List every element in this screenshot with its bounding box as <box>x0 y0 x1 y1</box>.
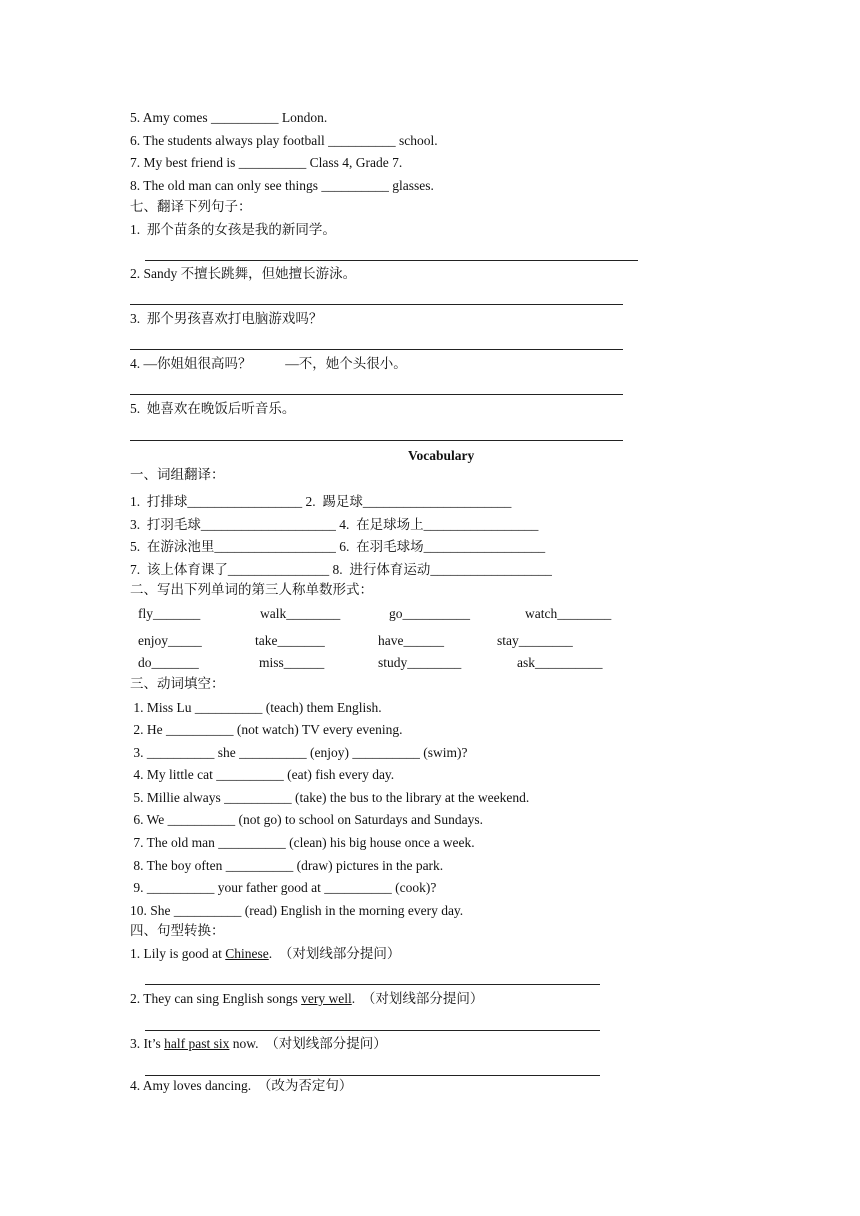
answer-line[interactable] <box>145 1075 600 1076</box>
answer-line[interactable] <box>130 394 623 395</box>
underlined-phrase: very well <box>301 991 352 1006</box>
answer-line[interactable] <box>130 440 623 441</box>
word-blank: take_______ <box>255 633 325 648</box>
transform-item: 2. They can sing English songs very well. （对划线部分提问） <box>130 991 484 1006</box>
translation-item: 1. 那个苗条的女孩是我的新同学。 <box>130 222 336 237</box>
section-heading: 一、词组翻译： <box>130 467 225 482</box>
exercise-line: 5. Amy comes __________ London. <box>130 110 328 125</box>
verb-item: 1. Miss Lu __________ (teach) them English. <box>130 700 382 715</box>
verb-item: 9. __________ your father good at __________ (cook)? <box>130 880 437 895</box>
word-blank: study________ <box>378 655 462 670</box>
vocabulary-title: Vocabulary <box>408 448 475 463</box>
answer-line[interactable] <box>130 349 623 350</box>
word-blank: do_______ <box>138 655 199 670</box>
translation-item: 3. 那个男孩喜欢打电脑游戏吗？ <box>130 311 323 326</box>
verb-item: 4. My little cat __________ (eat) fish every day. <box>130 767 395 782</box>
phrase-row: 1. 打排球_________________ 2. 踢足球______________________ <box>130 494 512 509</box>
word-blank: ask__________ <box>517 655 603 670</box>
word-blank: miss______ <box>259 655 325 670</box>
exercise-line: 8. The old man can only see things __________ glasses. <box>130 178 434 193</box>
section-heading: 七、翻译下列句子： <box>130 199 252 214</box>
word-blank: stay________ <box>497 633 573 648</box>
answer-line[interactable] <box>145 260 638 261</box>
answer-line[interactable] <box>130 304 623 305</box>
word-blank: fly_______ <box>138 606 201 621</box>
word-blank: enjoy_____ <box>138 633 202 648</box>
answer-line[interactable] <box>145 1030 600 1031</box>
verb-item: 8. The boy often __________ (draw) pictures in the park. <box>130 858 444 873</box>
section-heading: 二、写出下列单词的第三人称单数形式： <box>130 582 373 597</box>
underlined-phrase: half past six <box>164 1036 230 1051</box>
translation-item: 2. Sandy 不擅长跳舞，但她擅长游泳。 <box>130 266 357 281</box>
transform-item: 3. It’s half past six now. （对划线部分提问） <box>130 1036 387 1051</box>
word-blank: walk________ <box>260 606 341 621</box>
word-blank: have______ <box>378 633 444 648</box>
exercise-line: 7. My best friend is __________ Class 4, Grade 7. <box>130 155 403 170</box>
transform-item: 4. Amy loves dancing. （改为否定句） <box>130 1078 353 1093</box>
verb-item: 2. He __________ (not watch) TV every evening. <box>130 722 403 737</box>
section-heading: 四、句型转换： <box>130 923 225 938</box>
phrase-row: 5. 在游泳池里__________________ 6. 在羽毛球场__________________ <box>130 539 546 554</box>
answer-line[interactable] <box>145 984 600 985</box>
verb-item: 5. Millie always __________ (take) the bus to the library at the weekend. <box>130 790 530 805</box>
verb-item: 3. __________ she __________ (enjoy) __________ (swim)? <box>130 745 468 760</box>
underlined-phrase: Chinese <box>225 946 269 961</box>
word-blank: watch________ <box>525 606 612 621</box>
verb-item: 10. She __________ (read) English in the morning every day. <box>130 903 464 918</box>
translation-item: 5. 她喜欢在晚饭后听音乐。 <box>130 401 296 416</box>
translation-item: 4. —你姐姐很高吗？ —不，她个头很小。 <box>130 356 407 371</box>
verb-item: 6. We __________ (not go) to school on Saturdays and Sundays. <box>130 812 484 827</box>
exercise-line: 6. The students always play football __________ school. <box>130 133 438 148</box>
transform-item: 1. Lily is good at Chinese. （对划线部分提问） <box>130 946 401 961</box>
phrase-row: 7. 该上体育课了_______________ 8. 进行体育运动__________________ <box>130 562 552 577</box>
phrase-row: 3. 打羽毛球____________________ 4. 在足球场上_________________ <box>130 517 539 532</box>
section-heading: 三、动词填空： <box>130 676 225 691</box>
word-blank: go__________ <box>389 606 470 621</box>
verb-item: 7. The old man __________ (clean) his big house once a week. <box>130 835 475 850</box>
